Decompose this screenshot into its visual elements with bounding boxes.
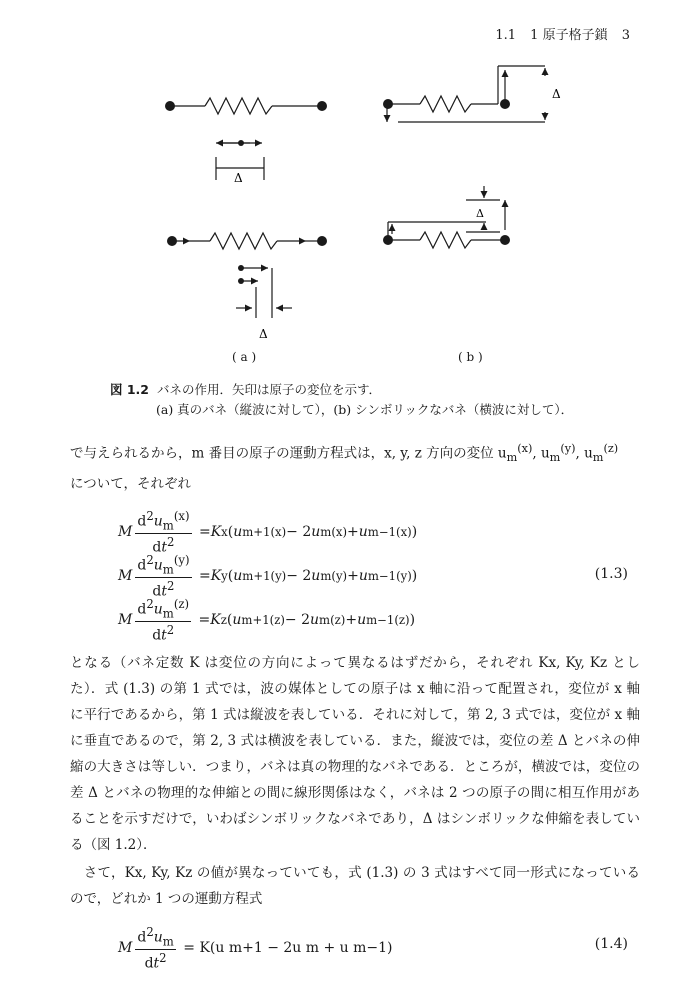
intro-line2: について，それぞれ xyxy=(70,476,191,493)
delta-label-a-bottom: Δ xyxy=(259,327,268,341)
paragraph-main: となる（バネ定数 K は変位の方向によって異なるはずだから，それぞれ Kx, Ky, Kz とした）．式 (1.3) の第 1 式では，波の媒体としての原子は x 軸に沿って配置され，変位が x 軸に平行であるから，第 1 式は縦波を表している．それに対して，第 2, 3 式では，変位が x 軸に垂直であるので，第 2, 3 式は横波を表している．また，縦波では，変位の差 Δ とバネの伸縮の大きさは等しい．つまり，バネは真の物理的なバネである．ところが，横波では，変位の差 Δ とバネの物理的な伸縮との間に線形関係はなく，バネは 2 つの原子の間に相互作用があることを示すだけで，いわばシンボリックなバネであり，Δ はシンボリックな伸縮を表している（図 1.2）． xyxy=(70,655,640,853)
section-title: 1 原子格子鎖 xyxy=(530,28,608,43)
page-number: 3 xyxy=(621,28,630,43)
figure-caption xyxy=(110,380,650,420)
equation-number-1-4: (1.4) xyxy=(594,936,628,952)
delta-label-a-top: Δ xyxy=(234,171,243,185)
equation-1-3-z: M $\frac{d^2u_m^{(z)}}{dt^2}$ = K z ( u m+1 (z) − 2 u m (z) + u m−1 (z) ) xyxy=(118,597,416,645)
figure-label-b: ( b ) xyxy=(458,350,483,364)
intro-line1: で与えられるから，m 番目の原子の運動方程式は，x, y, z 方向の変位 u xyxy=(70,445,507,462)
equation-1-3-y: M $\frac{d^2u_m^{(y)}}{dt^2}$ = K y ( u m+1 (y) − 2 u m (y) + u m−1 (y) ) xyxy=(118,553,418,601)
delta-label-b-bottom: Δ xyxy=(476,207,484,220)
figure-spring-diagram xyxy=(0,0,700,380)
paragraph-closing: さて，Kx, Ky, Kz の値が異なっていても，式 (1.3) の 3 式はすべて同一形式になっているので，どれか 1 つの運動方程式 xyxy=(70,865,640,907)
figure-label-a: ( a ) xyxy=(232,350,257,364)
caption-label: 図 1.2 xyxy=(110,382,149,397)
equation-1-4-rhs: = K(u m+1 − 2u m + u m−1) xyxy=(183,940,393,957)
equation-number-1-3: (1.3) xyxy=(594,566,628,582)
paragraph-intro: で与えられるから，m 番目の原子の運動方程式は，x, y, z 方向の変位 $u_m^{(x)}$, $u_m^{(y)}$, $u_m^{(z)}$ について，それぞれ xyxy=(70,442,619,493)
section-number: 1.1 xyxy=(495,28,517,43)
equation-1-3-x: M $\frac{d^2u_m^{(x)}}{dt^2}$ = K x ( u m+1 (x) − 2 u m (x) + u m−1 (x) ) xyxy=(118,509,418,557)
delta-label-b-top: Δ xyxy=(552,87,561,101)
caption-line2: (a) 真のバネ（縦波に対して），(b) シンボリックなバネ（横波に対して）． xyxy=(156,402,574,417)
caption-line1: バネの作用．矢印は原子の変位を示す． xyxy=(157,382,382,397)
equation-1-4: M $\frac{d^2u_m}{dt^2}$ = K(u m+1 − 2u m + u m−1) xyxy=(118,925,393,973)
